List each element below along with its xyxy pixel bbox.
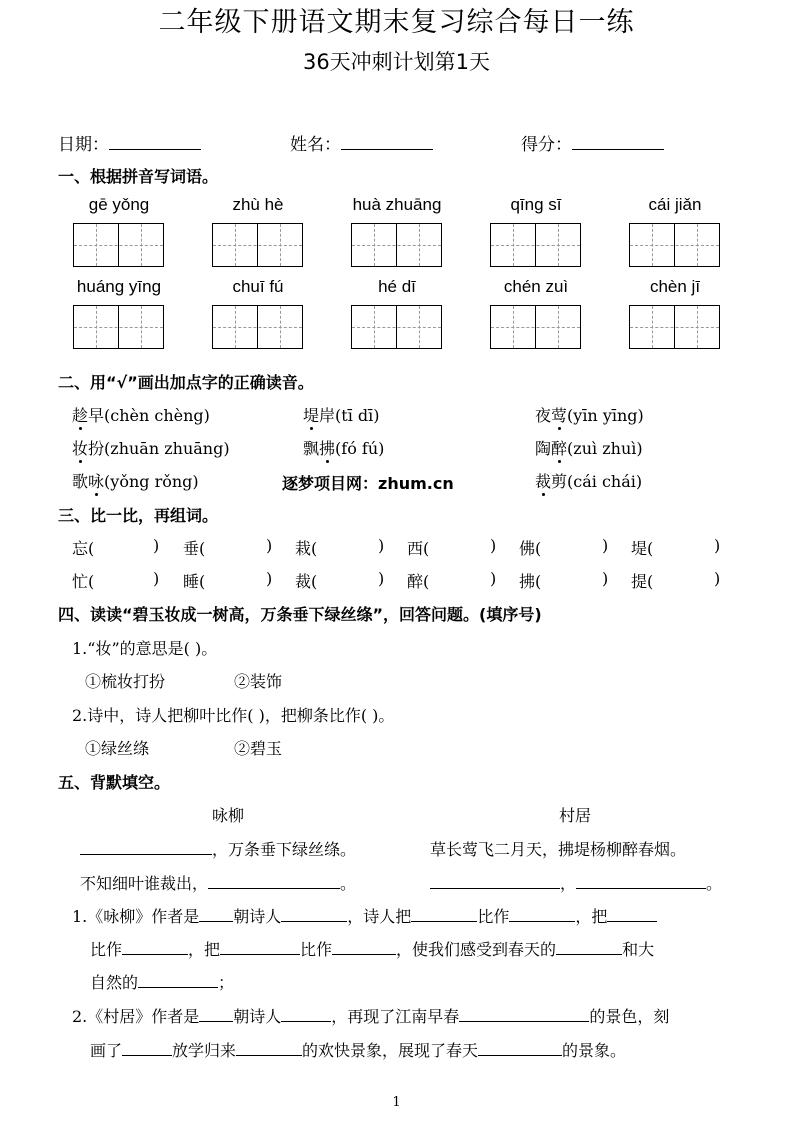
fill-blank[interactable] [459, 1007, 589, 1022]
option[interactable]: ①梳妆打扮 [85, 672, 166, 691]
reading-item[interactable]: 妆扮(zhuān zhuāng) [72, 439, 230, 458]
fill-blank[interactable] [208, 874, 340, 889]
pinyin-label: chén zuì [503, 277, 569, 296]
dotted-char: 裁 [535, 472, 552, 491]
option[interactable]: ①绿丝绦 [85, 739, 150, 758]
pinyin-label: chuī fú [232, 277, 284, 296]
dotted-char: 咏 [88, 472, 105, 491]
option[interactable]: ②碧玉 [234, 739, 283, 758]
recite-question-1-end: 自然的 ； [90, 973, 235, 992]
dotted-char: 趁 [72, 406, 89, 425]
writing-box[interactable] [351, 223, 442, 267]
fill-blank[interactable] [281, 907, 347, 922]
section1-heading: 一、根据拼音写词语。 [58, 167, 219, 186]
fill-blank[interactable] [576, 874, 706, 889]
writing-box[interactable] [73, 305, 164, 349]
compare-item: 栽( [295, 539, 318, 558]
compare-item: 堤( [631, 539, 654, 558]
fill-blank[interactable] [122, 940, 188, 955]
recite-question-1-cont: 比作 ，把 比作 ，使我们感受到春天的 和大 [90, 940, 655, 959]
compare-item: 睡( [183, 572, 206, 591]
writing-box[interactable] [351, 305, 442, 349]
reading-item[interactable]: 陶醉(zuì zhuì) [535, 439, 643, 458]
section3-heading: 三、比一比，再组词。 [58, 506, 219, 525]
recite-question-2: 2.《村居》作者是 朝诗人 ，再现了江南早春 的景色，刻 [72, 1007, 670, 1026]
writing-box[interactable] [212, 223, 303, 267]
question-2: 2.诗中，诗人把柳叶比作( )，把柳条比作( )。 [72, 706, 395, 725]
compare-item: 醉( [407, 572, 430, 591]
writing-box[interactable] [212, 305, 303, 349]
writing-box[interactable] [73, 223, 164, 267]
reading-item[interactable]: 夜莺(yīn yīng) [535, 406, 644, 425]
pinyin-label: gē yǒng [88, 195, 150, 214]
name-field [290, 130, 433, 155]
reading-item[interactable]: 趁早(chèn chèng) [72, 406, 210, 425]
fill-blank[interactable] [332, 940, 396, 955]
poem-title: 村居 [559, 806, 592, 825]
name-label: 姓名： [290, 135, 341, 155]
watermark-text: 逐梦项目网：zhum.cn [282, 474, 454, 493]
fill-blank[interactable] [281, 1007, 331, 1022]
compare-item: 忙( [72, 572, 95, 591]
name-blank[interactable] [341, 135, 433, 150]
pinyin-label: chèn jī [649, 277, 701, 296]
compare-item: 佛( [519, 539, 542, 558]
dotted-char: 堤 [303, 406, 320, 425]
fill-blank[interactable] [411, 907, 477, 922]
writing-box[interactable] [490, 223, 581, 267]
fill-blank[interactable] [509, 907, 575, 922]
score-blank[interactable] [572, 135, 664, 150]
reading-item[interactable]: 飘拂(fó fú) [303, 439, 385, 458]
pinyin-label: qīng sī [510, 195, 562, 214]
reading-item[interactable]: 歌咏(yǒng rǒng) [72, 472, 199, 491]
section4-heading: 四、读读“碧玉妆成一树高，万条垂下绿丝绦”，回答问题。(填序号) [58, 605, 542, 624]
page-number: 1 [392, 1095, 401, 1110]
fill-blank[interactable] [607, 907, 657, 922]
compare-item: 提( [631, 572, 654, 591]
compare-item: 垂( [183, 539, 206, 558]
date-blank[interactable] [109, 135, 201, 150]
writing-box[interactable] [490, 305, 581, 349]
poem-title: 咏柳 [212, 806, 245, 825]
poem-line: 草长莺飞二月天，拂堤杨柳醉春烟。 [430, 840, 687, 859]
reading-item[interactable]: 裁剪(cái chái) [535, 472, 643, 491]
fill-blank[interactable] [199, 1007, 233, 1022]
poem-line: 不知细叶谁裁出， 。 [80, 874, 357, 893]
fill-blank[interactable] [122, 1041, 172, 1056]
writing-box[interactable] [629, 305, 720, 349]
recite-question-2-cont: 画了 放学归来 的欢快景象，展现了春天 的景象。 [90, 1041, 627, 1060]
reading-item[interactable]: 堤岸(tī dī) [303, 406, 380, 425]
writing-box[interactable] [629, 223, 720, 267]
fill-blank[interactable] [478, 1041, 562, 1056]
fill-blank[interactable] [138, 973, 218, 988]
page-title: 二年级下册语文期末复习综合每日一练 [158, 7, 635, 38]
dotted-char: 妆 [72, 439, 89, 458]
dotted-char: 醉 [551, 439, 568, 458]
pinyin-label: huáng yīng [76, 277, 162, 296]
compare-item: 西( [407, 539, 430, 558]
section2-heading: 二、用“√”画出加点字的正确读音。 [58, 373, 314, 392]
section5-heading: 五、背默填空。 [58, 773, 171, 792]
page-subtitle: 36天冲刺计划第1天 [302, 50, 491, 74]
compare-item: 拂( [519, 572, 542, 591]
pinyin-label: hé dī [378, 277, 416, 296]
fill-blank[interactable] [220, 940, 300, 955]
fill-blank[interactable] [430, 874, 560, 889]
date-label: 日期： [58, 135, 109, 155]
fill-blank[interactable] [80, 840, 212, 855]
compare-item: 忘( [72, 539, 95, 558]
pinyin-label: huà zhuāng [352, 195, 442, 214]
score-field [521, 130, 664, 155]
compare-item: 裁( [295, 572, 318, 591]
score-label: 得分： [521, 135, 572, 155]
poem-line: ， 。 [430, 871, 722, 894]
pinyin-label: zhù hè [232, 195, 284, 214]
poem-line: ，万条垂下绿丝绦。 [80, 837, 356, 860]
question-1: 1.“妆”的意思是( )。 [72, 639, 218, 658]
option[interactable]: ②装饰 [234, 672, 283, 691]
date-field [58, 130, 201, 155]
fill-blank[interactable] [199, 907, 233, 922]
dotted-char: 拂 [319, 439, 336, 458]
fill-blank[interactable] [236, 1041, 302, 1056]
recite-question-1: 1.《咏柳》作者是 朝诗人 ，诗人把 比作 ，把 [72, 904, 657, 927]
dotted-char: 莺 [551, 406, 568, 425]
fill-blank[interactable] [556, 940, 622, 955]
pinyin-label: cái jiǎn [648, 195, 702, 214]
